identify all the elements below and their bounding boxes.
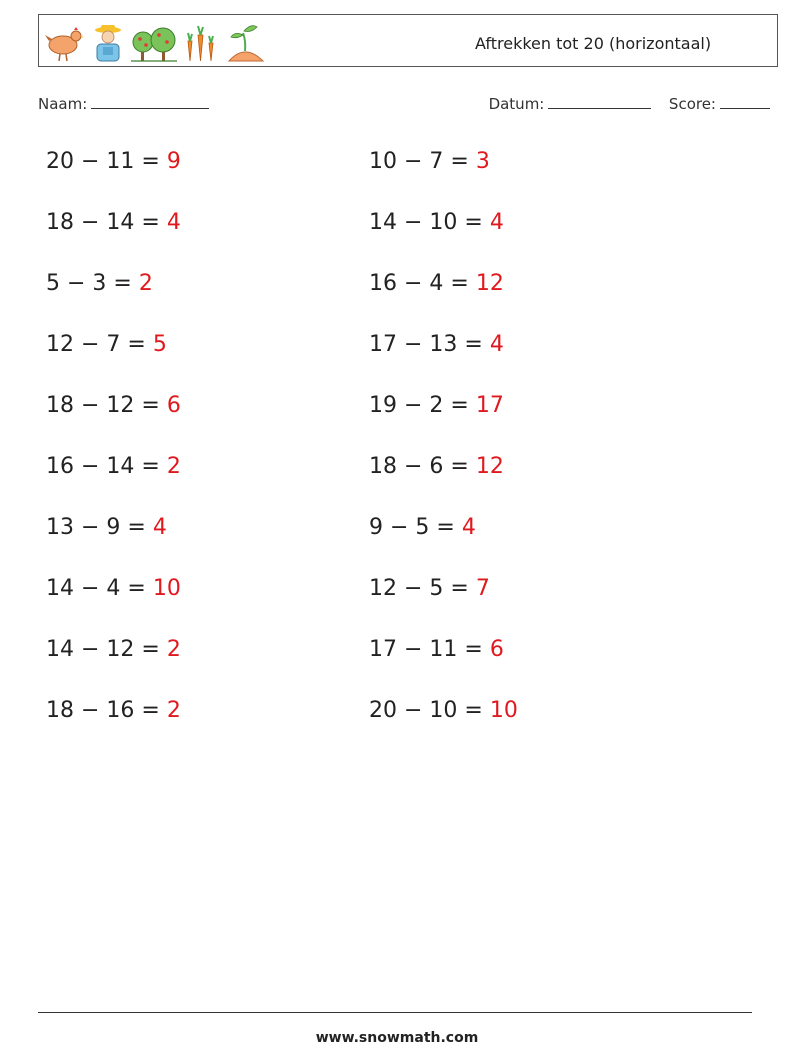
problem-expression: 12 − 5 = (369, 576, 476, 601)
footer-url: www.snowmath.com (315, 1030, 479, 1046)
problem-expression: 16 − 4 = (369, 271, 476, 296)
problem-expression: 18 − 12 = (46, 393, 167, 418)
problem-item (369, 698, 518, 723)
problem-answer: 5 (152, 332, 167, 357)
problem-answer: 4 (489, 210, 504, 235)
problem-answer: 2 (166, 637, 181, 662)
score-label: Score: (668, 95, 716, 113)
problem-expression: 9 − 5 = (369, 515, 462, 540)
problem-expression: 14 − 12 = (46, 637, 167, 662)
problem-expression: 20 − 11 = (46, 149, 167, 174)
problem-answer: 3 (475, 149, 490, 174)
problem-expression: 14 − 4 = (46, 576, 153, 601)
problem-item (369, 393, 504, 418)
problem-expression: 13 − 9 = (46, 515, 153, 540)
problem-item (46, 271, 153, 296)
problem-item (369, 454, 504, 479)
problem-expression: 16 − 14 = (46, 454, 167, 479)
name-label: Naam: (38, 95, 88, 113)
date-label: Datum: (488, 95, 545, 113)
problem-answer: 10 (489, 698, 518, 723)
problem-item (46, 210, 181, 235)
problem-answer: 17 (475, 393, 504, 418)
date-blank (548, 94, 651, 109)
header-icons (43, 21, 265, 63)
problem-item (46, 393, 181, 418)
header-box (38, 14, 778, 67)
problem-answer: 4 (152, 515, 167, 540)
problem-expression: 10 − 7 = (369, 149, 476, 174)
problem-answer: 2 (166, 698, 181, 723)
problem-answer: 6 (489, 637, 504, 662)
problem-answer: 7 (475, 576, 490, 601)
problem-item (46, 576, 181, 601)
chicken-icon (43, 25, 85, 63)
peach-sprout-icon (225, 23, 265, 63)
name-blank (91, 94, 209, 109)
trees-icon (131, 25, 177, 63)
problem-answer: 12 (475, 271, 504, 296)
problem-answer: 4 (461, 515, 476, 540)
problem-answer: 2 (138, 271, 153, 296)
problem-item (46, 149, 181, 174)
problem-answer: 2 (166, 454, 181, 479)
problem-item (369, 515, 476, 540)
carrots-icon (183, 23, 219, 63)
problem-item (46, 332, 167, 357)
problem-item (369, 637, 504, 662)
footer-divider (38, 1012, 752, 1013)
worksheet-title: Aftrekken tot 20 (horizontaal) (475, 34, 712, 53)
farmer-icon (91, 23, 125, 63)
problem-expression: 17 − 13 = (369, 332, 490, 357)
problem-item (369, 271, 504, 296)
problem-item (46, 515, 167, 540)
problem-answer: 9 (166, 149, 181, 174)
name-field (38, 94, 209, 113)
problem-answer: 12 (475, 454, 504, 479)
problem-expression: 5 − 3 = (46, 271, 139, 296)
problem-item (46, 637, 181, 662)
problem-expression: 17 − 11 = (369, 637, 490, 662)
problem-answer: 10 (152, 576, 181, 601)
problem-answer: 6 (166, 393, 181, 418)
problem-expression: 14 − 10 = (369, 210, 490, 235)
problem-expression: 18 − 6 = (369, 454, 476, 479)
score-blank (720, 94, 770, 109)
problem-item (369, 332, 504, 357)
problem-item (46, 698, 181, 723)
problem-item (369, 149, 490, 174)
problem-expression: 18 − 16 = (46, 698, 167, 723)
problem-expression: 20 − 10 = (369, 698, 490, 723)
problem-answer: 4 (489, 332, 504, 357)
date-score-fields (489, 94, 770, 113)
problem-item (369, 210, 504, 235)
problem-answer: 4 (166, 210, 181, 235)
problem-item (369, 576, 490, 601)
problem-item (46, 454, 181, 479)
problem-expression: 18 − 14 = (46, 210, 167, 235)
problem-expression: 19 − 2 = (369, 393, 476, 418)
problem-expression: 12 − 7 = (46, 332, 153, 357)
